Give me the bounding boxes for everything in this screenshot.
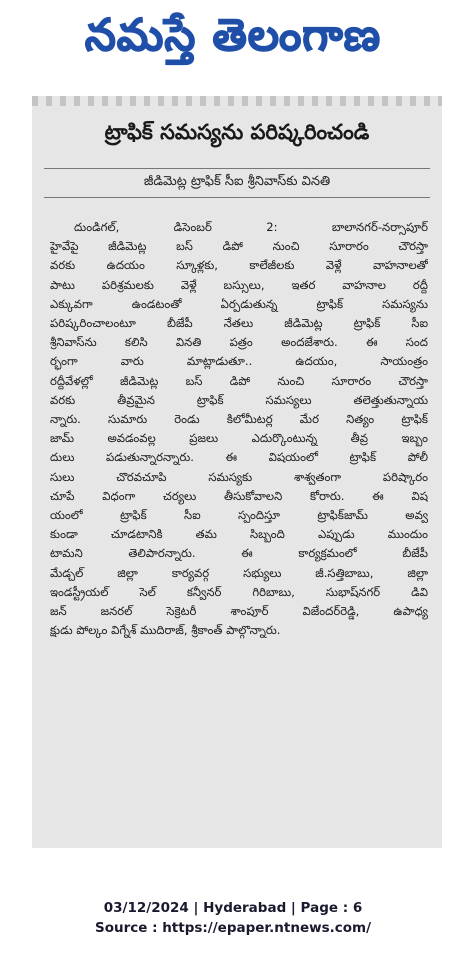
newspaper-masthead bbox=[0, 0, 466, 82]
article-body-line: వరకు ఉదయం స్కూళ్లకు, కాలేజీలకు వెళ్లే వాహనాలతో bbox=[50, 258, 428, 273]
article-headline: ట్రాఫిక్ సమస్యను పరిష్కరించండి bbox=[104, 120, 370, 144]
article-body-line: దులు పడుతున్నారన్నారు. ఈ విషయంలో ట్రాఫిక్ పోలీ bbox=[50, 450, 428, 465]
footer-dateline: 03/12/2024 | Hyderabad | Page : 6 bbox=[103, 900, 363, 916]
article-body-line: సులు చొరవచూపి సమస్యకు శాశ్వతంగా పరిష్కారం bbox=[50, 469, 428, 484]
article-body-line: యంలో ట్రాఫిక్ సీఐ స్పందిస్తూ ట్రాఫిక్‌జామ్ అవ్వ bbox=[50, 508, 428, 523]
article-body-line: జన్ జనరల్ సెక్రెటరీ శాంపూర్ విజేందర్‌రెడ్డి, ఉపాధ్య bbox=[50, 604, 428, 619]
subheadline-box bbox=[44, 168, 430, 198]
article-body-line: చూపే విధంగా చర్యలు తీసుకోవాలని కోరారు. ఈ విష bbox=[50, 488, 428, 503]
article-body-line: దుండిగల్, డిసెంబర్ 2: బాలానగర్-నర్సాపూర్ bbox=[74, 220, 428, 234]
article-body-line: మేడ్చల్ జిల్లా కార్యవర్గ సభ్యులు జీ.సత్తిబాబు, జిల్లా bbox=[50, 565, 428, 580]
masthead-title: నమస్తే తెలంగాణ bbox=[84, 10, 382, 61]
article-body-line: పాటు పరిశ్రమలకు వెళ్లే బస్సులు, ఇతర వాహనాల రద్దీ bbox=[50, 277, 428, 292]
article-body-line: ర్భంగా వారు మాట్లాడుతూ.. ఉదయం, సాయంత్రం bbox=[50, 354, 428, 369]
article-body-line: ఎక్కువగా ఉండటంతో ఏర్పడుతున్న ట్రాఫిక్ సమస్యను bbox=[50, 296, 428, 311]
article-subheadline: జీడిమెట్ల ట్రాఫిక్ సీఐ శ్రీనివాస్‌కు వినతి bbox=[143, 174, 331, 189]
article-body-line: టామని తెలిపారన్నారు. ఈ కార్యక్రమంలో బీజేపీ bbox=[50, 546, 428, 561]
article-body-line: ఇండస్ట్రీయల్ సెల్ కన్వీనర్ గిరిబాబు, సుభాష్‌నగర్ డివి bbox=[50, 584, 428, 599]
article-body-line: హైవేపై జీడిమెట్ల బస్ డిపో నుంచి సూరారం చౌరస్తా bbox=[50, 239, 428, 254]
article-body-line: జామ్ అవడంవల్ల ప్రజలు ఎదుర్కొంటున్న తీవ్ర ఇబ్బం bbox=[50, 431, 428, 446]
article-body-line: వరకు తీవ్రమైన ట్రాఫిక్ సమస్యలు తలెత్తుతున్నాయ bbox=[50, 392, 428, 407]
article-body-line: పరిష్కరించాలంటూ బీజేపీ నేతలు జీడిమెట్ల ట్రాఫిక్ సీఐ bbox=[50, 316, 428, 331]
page-footer bbox=[0, 898, 466, 938]
footer-source: Source : https://epaper.ntnews.com/ bbox=[94, 920, 372, 936]
clipping-cut-edge bbox=[32, 96, 442, 106]
article-body-line: రద్దీవేళల్లో జీడిమెట్ల బస్ డిపో నుంచి సూరారం చౌరస్తా bbox=[50, 373, 428, 388]
article-body-line: శ్రీనివాస్‌ను కలిసి వినతి పత్రం అందజేశారు. ఈ సంద bbox=[50, 335, 428, 350]
article-body-line: క్షుడు పోల్కం విగ్నేశ్ ముదిరాజ్, శ్రీకాంత్ పాల్గొన్నారు. bbox=[50, 623, 281, 638]
article-body-line: న్నారు. సుమారు రెండు కిలోమీటర్ల మేర నిత్యం ట్రాఫిక్ bbox=[50, 412, 428, 427]
article-body-line: కుండా చూడటానికి తమ సిబ్బంది ఎప్పుడు ముందుం bbox=[50, 527, 428, 542]
article-body bbox=[50, 218, 428, 640]
article-clipping bbox=[32, 96, 442, 848]
